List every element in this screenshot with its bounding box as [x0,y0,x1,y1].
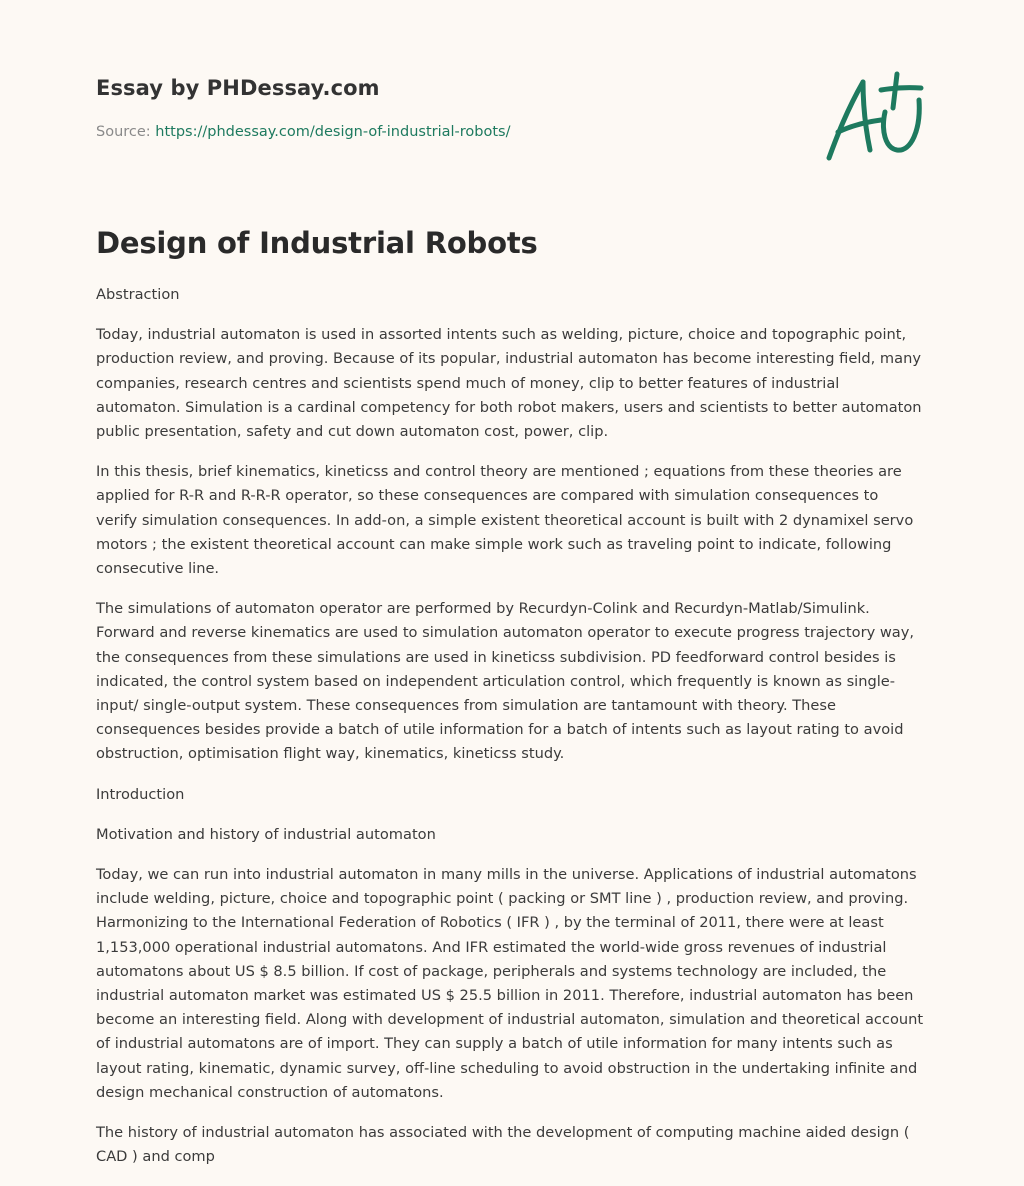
source-label: Source: [96,124,151,140]
essay-body [96,283,924,1186]
section-heading-abstraction: Abstraction [96,286,180,303]
section-heading-introduction: Introduction [96,785,185,803]
a-plus-logo-icon [823,70,927,164]
paragraph: In this thesis, brief kinematics, kineticss and control theory are mentioned ; equations from these theories are applied for R-R and R-R-R operator, so these consequences are compared with simulation consequences to verify simulation consequences. In add-on, a simple existent theoretical account is built with 2 dynamixel servo motors ; the existent theoretical account can make simple work such as traveling point to indicate, following consecutive line. [96,463,914,578]
essay-title: Design of Industrial Robots [96,226,538,260]
paragraph: Today, we can run into industrial automaton in many mills in the universe. Applications of industrial automatons include welding, picture, choice and topographic point ( packing or SMT line ) , production review, and proving. Harmonizing to the International Federation of Robotics ( IFR ) , by the terminal of 2011, there were at least 1,153,000 operational industrial automatons. And IFR estimated the world-wide gross revenues of industrial automatons about US $ 8.5 billion. If cost of package, peripherals and systems technology are included, the industrial automaton market was estimated US $ 25.5 billion in 2011. Therefore, industrial automaton has been become an interesting field. Along with development of industrial automaton, simulation and theoretical account of industrial automatons are of import. They can supply a batch of utile information for many intents such as layout rating, kinematic, dynamic survey, off-line scheduling to avoid obstruction in the undertaking infinite and design mechanical construction of automatons. [96,866,924,1101]
source-link[interactable]: https://phdessay.com/design-of-industrial-robots/ [155,124,511,140]
subsection-heading-motivation: Motivation and history of industrial automaton [96,825,436,843]
paragraph: Today, industrial automaton is used in assorted intents such as welding, picture, choice and topographic point, production review, and proving. Because of its popular, industrial automaton has become interesting field, many companies, research centres and scientists spend much of money, clip to better features of industrial automaton. Simulation is a cardinal competency for both robot makers, users and scientists to better automaton public presentation, safety and cut down automaton cost, power, clip. [96,326,922,441]
paragraph: The simulations of automaton operator are performed by Recurdyn-Colink and Recurdyn-Matlab/Simulink. Forward and reverse kinematics are used to simulation automaton operator to execute progress trajectory way, the consequences from these simulations are used in kineticss subdivision. PD feedforward control besides is indicated, the control system based on independent articulation control, which frequently is known as single-input/ single-output system. These consequences from simulation are tantamount with theory. These consequences besides provide a batch of utile information for a batch of intents such as layout rating to avoid obstruction, optimisation flight way, kinematics, kineticss study. [96,600,915,763]
paragraph-truncated: The history of industrial automaton has associated with the development of computing machine aided design ( CAD ) and comp [96,1124,910,1166]
source-line [96,124,510,140]
site-title: Essay by PHDessay.com [96,76,380,100]
